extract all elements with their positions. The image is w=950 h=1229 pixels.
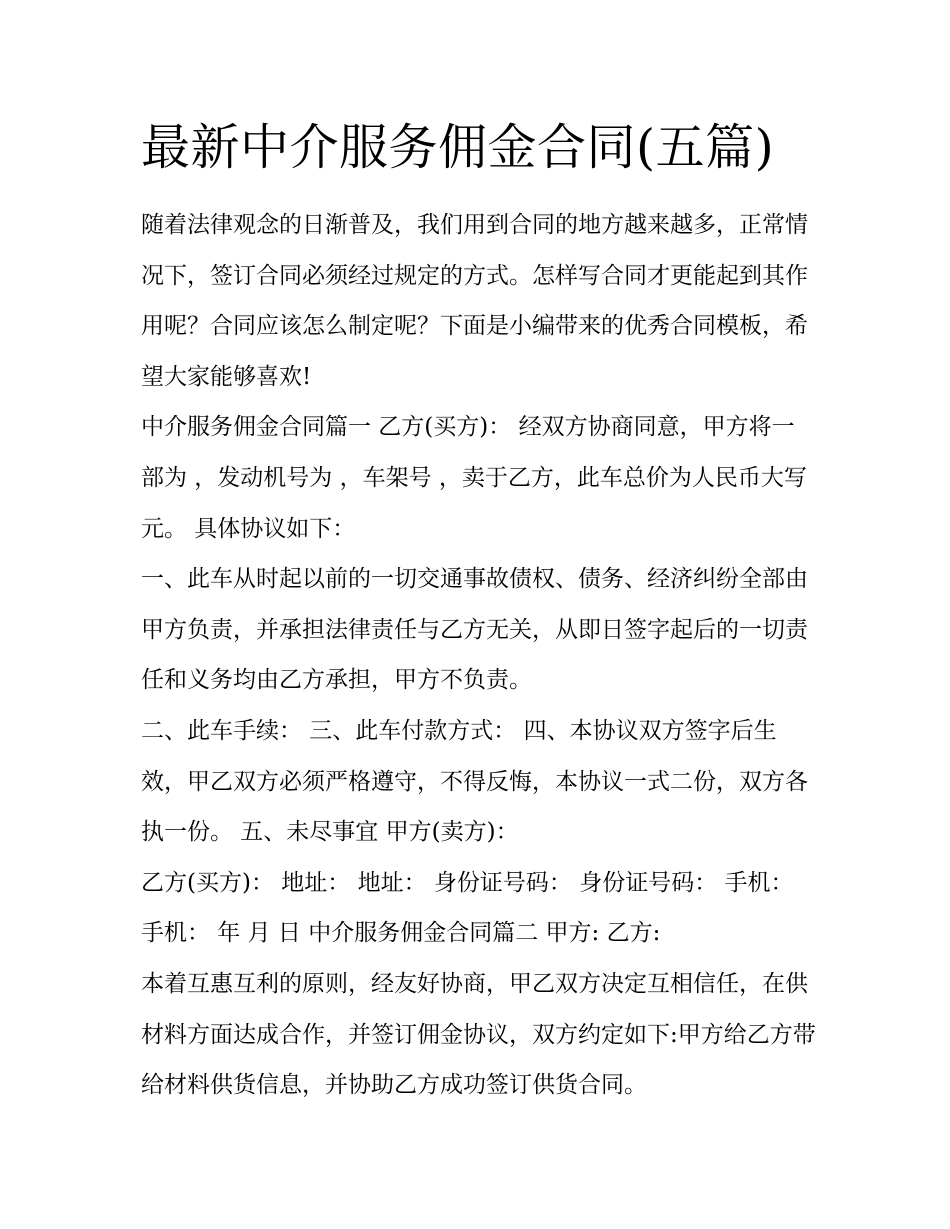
document-body	[141, 200, 817, 1111]
contract-two-opening-paragraph: 本着互惠互利的原则，经友好协商，甲乙双方决定互相信任，在供材料方面达成合作，并签订佣金协议，双方约定如下:甲方给乙方带给材料供货信息，并协助乙方成功签订供货合同。	[141, 970, 816, 1099]
document-content	[141, 112, 817, 1111]
clause-one-paragraph: 一、此车从时起以前的一切交通事故债权、债务、经济纠纷全部由甲方负责，并承担法律责任与乙方无关，从即日签字起后的一切责任和义务均由乙方承担，甲方不负责。	[141, 566, 808, 694]
contract-one-opening-paragraph: 中介服务佣金合同篇一 乙方(买方)： 经双方协商同意，甲方将一部为 ，发动机号为 ，车架号 ，卖于乙方，此车总价为人民币大写 元。 具体协议如下：	[141, 414, 807, 542]
intro-paragraph: 随着法律观念的日渐普及，我们用到合同的地方越来越多，正常情况下，签订合同必须经过规定的方式。怎样写合同才更能起到其作用呢？合同应该怎么制定呢？下面是小编带来的优秀合同模板，希望大家能够喜欢!	[141, 212, 808, 390]
signature-fields-paragraph: 乙方(买方)： 地址： 地址： 身份证号码： 身份证号码： 手机： 手机： 年 月 日 中介服务佣金合同篇二 甲方: 乙方:	[141, 869, 794, 947]
clauses-two-to-five-paragraph: 二、此车手续： 三、此车付款方式： 四、本协议双方签字后生效，甲乙双方必须严格遵守，不得反悔，本协议一式二份，双方各执一份。 五、未尽事宜 甲方(卖方)：	[141, 717, 808, 846]
document-title: 最新中介服务佣金合同(五篇)	[141, 119, 775, 176]
